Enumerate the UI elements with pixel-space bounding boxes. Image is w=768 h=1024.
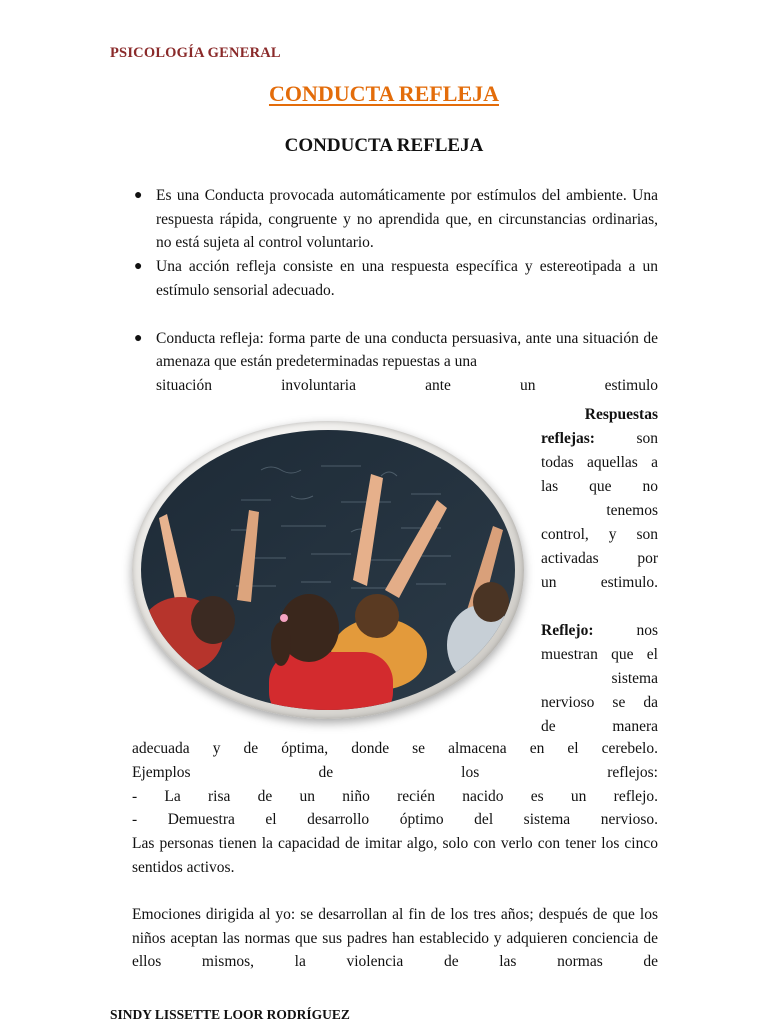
term-reflejo: Reflejo: [541, 622, 594, 639]
side-line: activadas por [541, 550, 658, 567]
course-header: PSICOLOGÍA GENERAL [110, 45, 281, 61]
bullet-list [132, 184, 658, 398]
body-line: - Demuestra el desarrollo óptimo del sistema nervioso. [132, 811, 658, 829]
side-line: tenemos [606, 502, 658, 519]
document-title: CONDUCTA REFLEJA [268, 81, 499, 106]
side-line: son [636, 430, 658, 447]
body-paragraph: Las personas tienen la capacidad de imitar algo, solo con verlo con tener los cinco sentidos activos. [132, 835, 658, 876]
side-line: un estimulo. [541, 574, 658, 591]
term-reflejas: reflejas: [541, 430, 595, 447]
emociones-paragraph: Emociones dirigida al yo: se desarrollan al fin de los tres años; después de que los niños aceptan las normas que sus padres han establecido y adquieren conciencia de ellos mismos, la violencia de las normas de [132, 905, 658, 971]
body-line: adecuada y de óptima, donde se almacena en el cerebelo. [132, 740, 658, 757]
bullet-text: Conducta refleja: forma parte de una conducta persuasiva, ante una situación de amenaza que están predeterminadas repuestas a una [156, 329, 658, 371]
bullet-icon: ● [134, 330, 143, 346]
side-text [541, 403, 658, 739]
bullet-text: Una acción refleja consiste en una respuesta específica y estereotipada a un estímulo sensorial adecuado. [156, 258, 658, 299]
bullet-icon: ● [134, 188, 143, 203]
body-line: - La risa de un niño recién nacido es un reflejo. [132, 787, 658, 805]
author-footer: SINDY LISSETTE LOOR RODRÍGUEZ [110, 1007, 350, 1022]
bullet-text: Es una Conducta provocada automáticamente por estímulos del ambiente. Una respuesta rápida, congruente y no aprendida que, en circunstancias ordinarias, no está sujeta al control voluntario. [156, 187, 658, 252]
list-item [132, 255, 658, 302]
list-item [132, 184, 658, 255]
bullet-text-last-line: situación involuntaria ante un estimulo [156, 376, 658, 394]
body-line: Ejemplos de los reflejos: [132, 763, 658, 781]
side-line: nos [636, 622, 658, 639]
side-line: sistema [611, 670, 658, 687]
side-line: nervioso se da [541, 694, 658, 711]
body-text [132, 737, 658, 974]
classroom-photo-image [141, 430, 515, 710]
side-line: las que no [541, 478, 658, 495]
bullet-icon: ● [134, 259, 143, 275]
list-item [132, 327, 658, 398]
classroom-photo [132, 421, 524, 719]
side-line: todas aquellas a [541, 454, 658, 471]
term-respuestas: Respuestas [584, 406, 658, 423]
side-line: control, y son [541, 526, 658, 543]
side-line: muestran que el [541, 646, 658, 663]
side-line: de manera [541, 718, 658, 735]
section-title: CONDUCTA REFLEJA [284, 135, 484, 156]
